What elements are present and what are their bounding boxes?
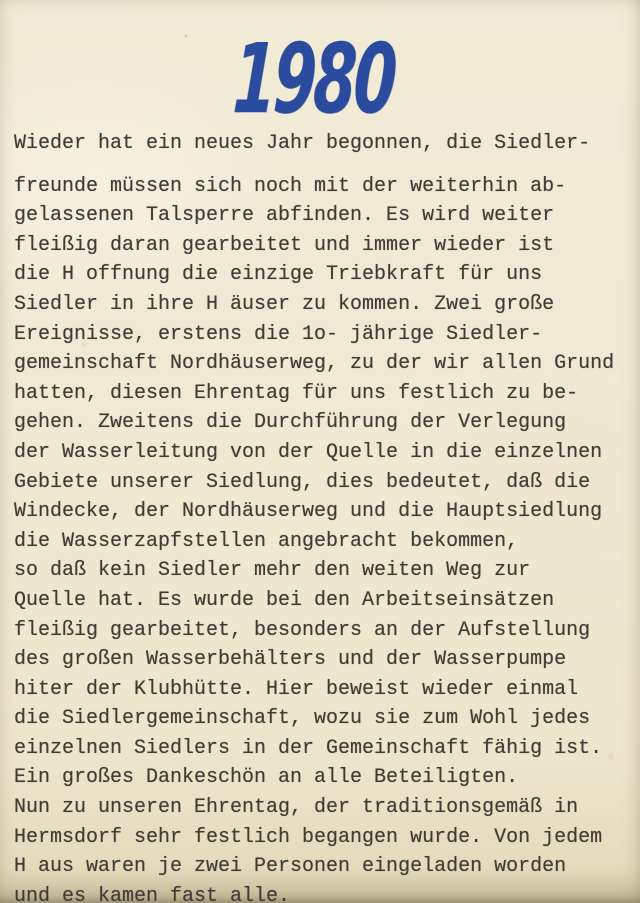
text-line: Windecke, der Nordhäuserweg und die Hauptsiedlung bbox=[14, 500, 603, 524]
handwritten-year-heading: 1980 bbox=[230, 22, 397, 136]
text-line: einzelnen Siedlers in der Gemeinschaft fähig ist. bbox=[14, 736, 603, 760]
text-line: Ereignisse, erstens die 1o- jährige Siedler- bbox=[14, 322, 543, 346]
text-line: Hermsdorf sehr festlich begangen wurde. Von jedem bbox=[14, 825, 603, 849]
text-line: die Siedlergemeinschaft, wozu sie zum Wohl jedes bbox=[14, 707, 591, 731]
text-line: Quelle hat. Es wurde bei den Arbeitseinsätzen bbox=[14, 588, 555, 612]
text-line: und es kamen fast alle. bbox=[14, 884, 291, 903]
text-line: die H offnung die einzige Triebkraft für uns bbox=[14, 263, 543, 287]
text-line: Siedler in ihre H äuser zu kommen. Zwei große bbox=[14, 292, 555, 316]
text-line: so daß kein Siedler mehr den weiten Weg zur bbox=[14, 559, 531, 583]
text-line: H aus waren je zwei Personen eingeladen worden bbox=[14, 855, 567, 879]
text-line: Gebiete unserer Siedlung, dies bedeutet, daß die bbox=[14, 470, 591, 494]
typewritten-text bbox=[14, 129, 630, 903]
text-line: freunde müssen sich noch mit der weiterhin ab- bbox=[14, 174, 567, 198]
text-line: hiter der Klubhütte. Hier beweist wieder einmal bbox=[14, 677, 579, 701]
text-line: gemeinschaft Nordhäuserweg, zu der wir allen Grund bbox=[14, 352, 615, 376]
text-line: Wieder hat ein neues Jahr begonnen, die Siedler- bbox=[14, 132, 591, 155]
text-line: Ein großes Dankeschön an alle Beteiligten. bbox=[14, 766, 519, 790]
text-line: hatten, diesen Ehrentag für uns festlich zu be- bbox=[14, 381, 579, 405]
text-line: gehen. Zweitens die Durchführung der Verlegung bbox=[14, 411, 567, 435]
text-line: gelassenen Talsperre abfinden. Es wird weiter bbox=[14, 204, 555, 228]
text-line: der Wasserleitung von der Quelle in die einzelnen bbox=[14, 440, 603, 464]
text-line: fleißig gearbeitet, besonders an der Aufstellung bbox=[14, 618, 591, 642]
text-line: fleißig daran gearbeitet und immer wieder ist bbox=[14, 233, 555, 257]
text-line: Nun zu unseren Ehrentag, der traditionsgemäß in bbox=[14, 796, 579, 820]
text-line: die Wasserzapfstellen angebracht bekommen, bbox=[14, 529, 519, 553]
text-line: des großen Wasserbehälters und der Wasserpumpe bbox=[14, 648, 567, 672]
